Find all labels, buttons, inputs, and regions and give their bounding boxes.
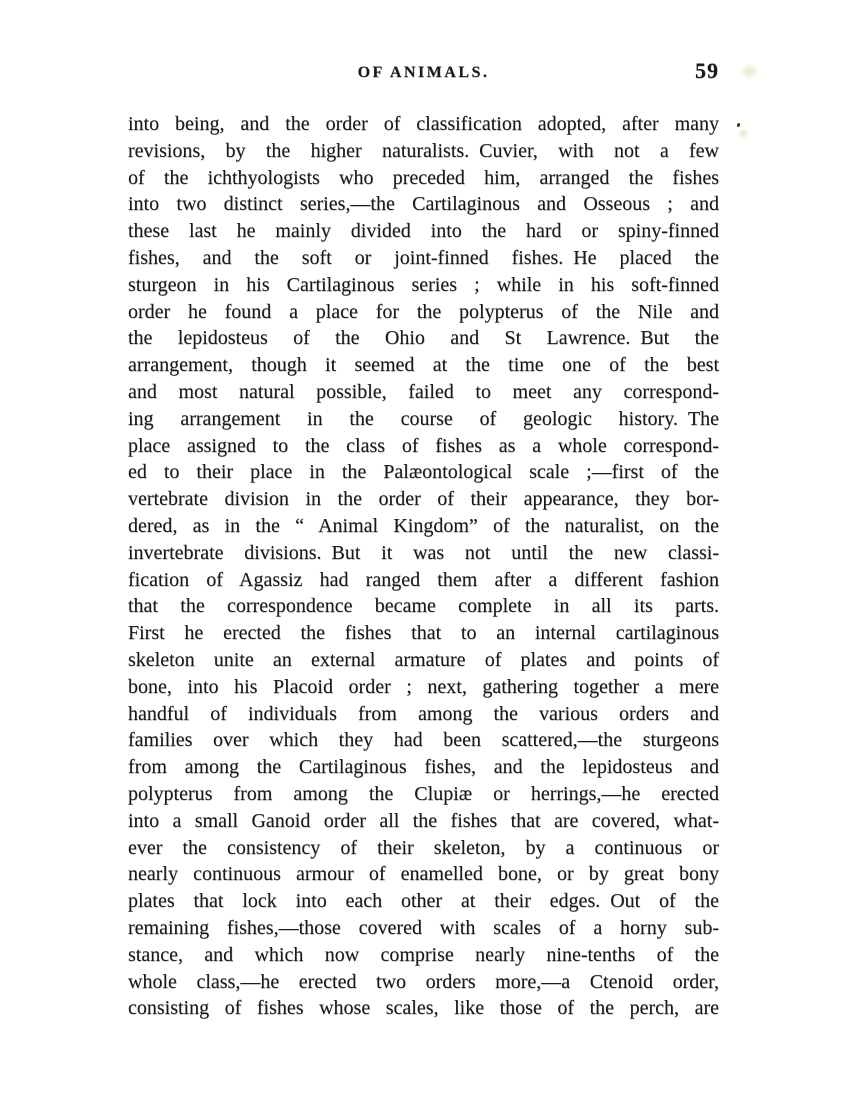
- text-line: order he found a place for the polypterus of the Nile and: [128, 300, 719, 323]
- scan-smudge: [739, 130, 748, 137]
- text-line: handful of individuals from among the various orders and: [128, 702, 719, 725]
- text-line: families over which they had been scattered,—the sturgeons: [128, 729, 719, 752]
- text-line: ever the consistency of their skeleton, by a continuous or: [128, 836, 719, 859]
- text-line: the lepidosteus of the Ohio and St Lawrence. But the: [128, 327, 719, 350]
- text-line: plates that lock into each other at their edges. Out of the: [128, 890, 719, 913]
- text-line: revisions, by the higher naturalists. Cuvier, with not a few: [128, 139, 719, 162]
- text-line: of the ichthyologists who preceded him, arranged the fishes: [128, 166, 719, 189]
- text-line: that the correspondence became complete in all its parts.: [128, 595, 719, 618]
- text-line: vertebrate division in the order of their appearance, they bor-: [128, 488, 719, 511]
- text-line: ing arrangement in the course of geologic history. The: [128, 407, 719, 430]
- text-line: remaining fishes,—those covered with scales of a horny sub-: [128, 916, 719, 939]
- text-line: ed to their place in the Palæontological scale ;—first of the: [128, 461, 719, 484]
- text-line: fication of Agassiz had ranged them after a different fashion: [128, 568, 719, 591]
- text-line: fishes, and the soft or joint-finned fishes. He placed the: [128, 246, 719, 269]
- text-line: arrangement, though it seemed at the time one of the best: [128, 354, 719, 377]
- text-line: dered, as in the “ Animal Kingdom” of the naturalist, on the: [128, 514, 719, 537]
- text-line: First he erected the fishes that to an internal cartilaginous: [128, 622, 719, 645]
- running-title: OF ANIMALS.: [357, 64, 490, 81]
- body-text: [128, 111, 719, 1022]
- scan-smudge: [743, 66, 756, 77]
- text-line: into two distinct series,—the Cartilaginous and Osseous ; and: [128, 193, 719, 216]
- scan-mark-dot: [737, 123, 740, 127]
- text-line: polypterus from among the Clupiæ or herrings,—he erected: [128, 782, 719, 805]
- text-line: consisting of fishes whose scales, like those of the perch, are: [128, 997, 719, 1020]
- page-header: [128, 60, 719, 86]
- text-line: bone, into his Placoid order ; next, gathering together a mere: [128, 675, 719, 698]
- text-line: from among the Cartilaginous fishes, and the lepidosteus and: [128, 756, 719, 779]
- text-line: skeleton unite an external armature of plates and points of: [128, 648, 719, 671]
- text-line: and most natural possible, failed to meet any correspond-: [128, 380, 719, 403]
- text-line: stance, and which now comprise nearly nine-tenths of the: [128, 943, 719, 966]
- text-line: into a small Ganoid order all the fishes that are covered, what-: [128, 809, 719, 832]
- text-line: whole class,—he erected two orders more,—a Ctenoid order,: [128, 970, 719, 993]
- text-line: place assigned to the class of fishes as a whole correspond-: [128, 434, 719, 457]
- text-line: into being, and the order of classification adopted, after many: [128, 113, 719, 135]
- text-line: invertebrate divisions. But it was not until the new classi-: [128, 541, 719, 564]
- text-line: these last he mainly divided into the hard or spiny-finned: [128, 220, 719, 243]
- page-number: 59: [695, 58, 719, 83]
- text-line: nearly continuous armour of enamelled bone, or by great bony: [128, 863, 719, 886]
- text-line: sturgeon in his Cartilaginous series ; while in his soft-finned: [128, 273, 719, 296]
